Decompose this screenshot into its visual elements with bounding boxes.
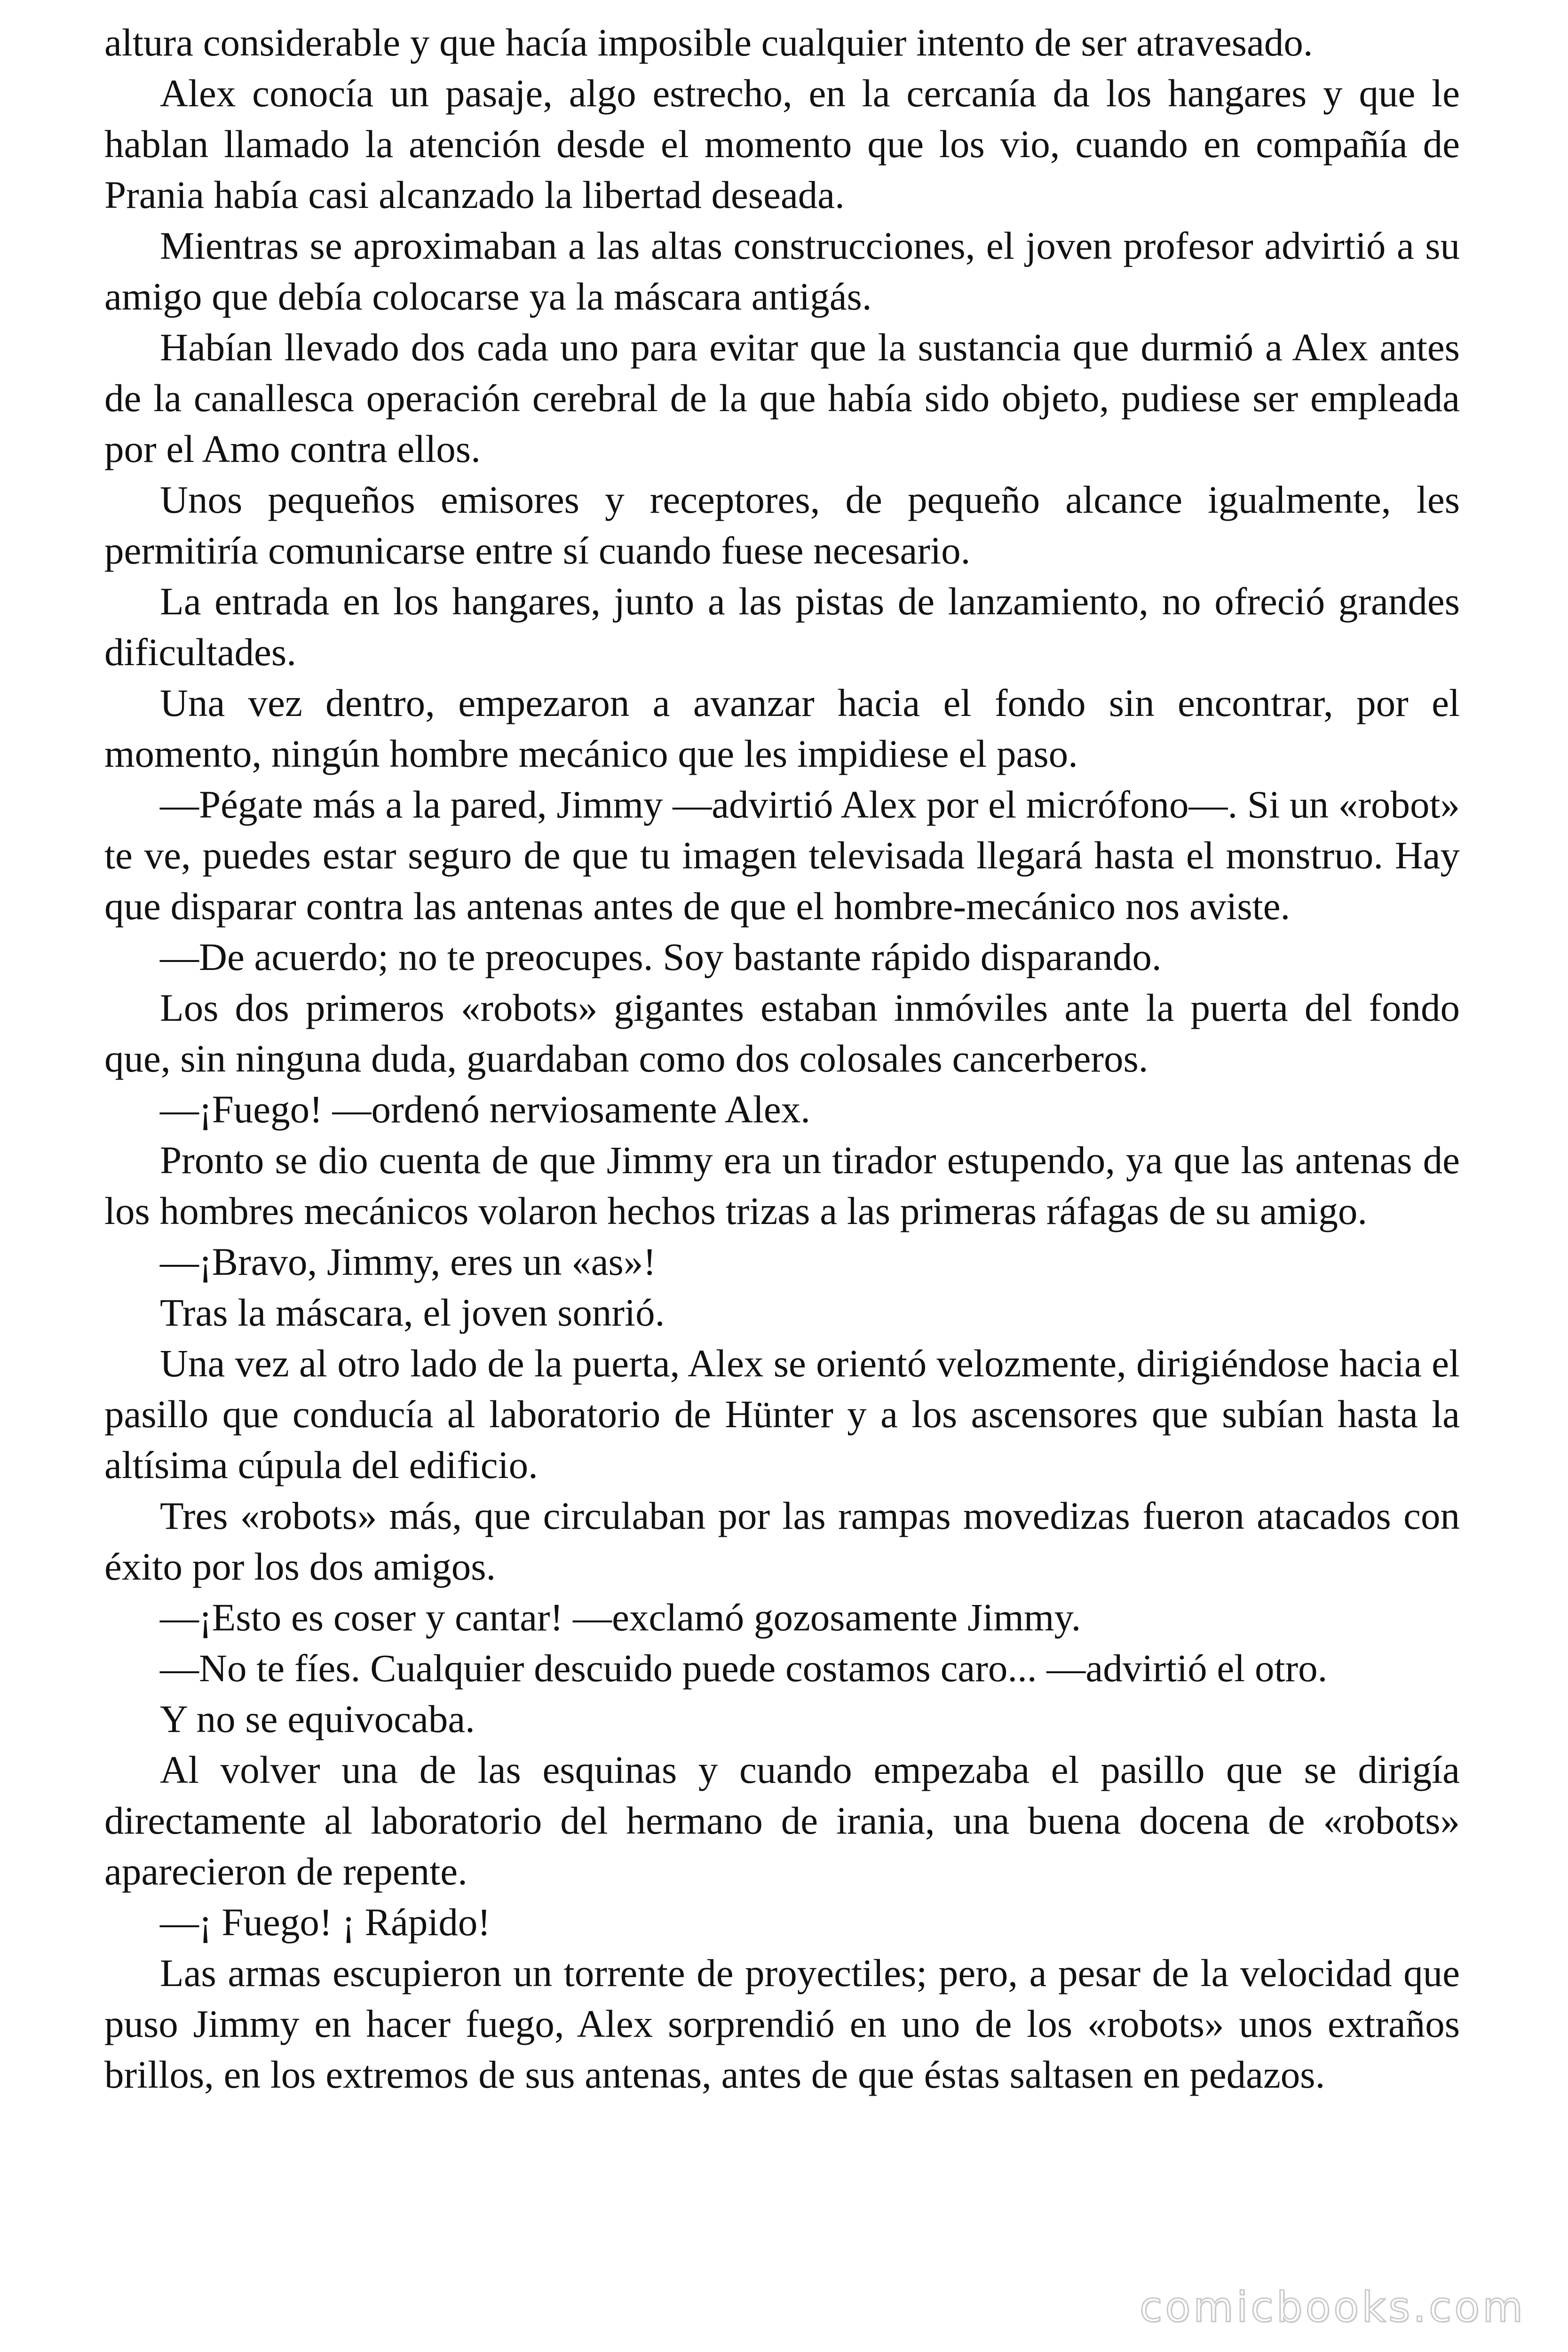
paragraph: Tres «robots» más, que circulaban por las rampas movedizas fueron atacados con éxito por los dos amigos. [104, 1494, 1460, 1588]
paragraph: Alex conocía un pasaje, algo estrecho, en la cercanía da los hangares y que le hablan llamado la atención desde el momento que los vio, cuando en compañía de Prania había casi alcanzado la libertad deseada. [104, 72, 1460, 216]
paragraph: Y no se equivocaba. [160, 1697, 475, 1740]
paragraph: Las armas escupieron un torrente de proyectiles; pero, a pesar de la velocidad que puso Jimmy en hacer fuego, Alex sorprendió en uno de los «robots» unos extraños brillos, en los extremos de sus antenas, antes de que éstas saltasen en pedazos. [104, 1951, 1460, 2096]
paragraph: —De acuerdo; no te preocupes. Soy bastante rápido disparando. [160, 935, 1162, 978]
paragraph: —¡ Fuego! ¡ Rápido! [160, 1900, 491, 1944]
paragraph: Una vez al otro lado de la puerta, Alex se orientó velozmente, dirigiéndose hacia el pasillo que conducía al laboratorio de Hünter y a los ascensores que subían hasta la altísima cúpula del edificio. [104, 1342, 1460, 1486]
paragraph: —¡Esto es coser y cantar! —exclamó gozosamente Jimmy. [160, 1596, 1081, 1639]
watermark: comicbooks.com [1139, 2283, 1526, 2331]
paragraph: Habían llevado dos cada uno para evitar que la sustancia que durmió a Alex antes de la canallesca operación cerebral de la que había sido objeto, pudiese ser empleada por el Amo contra ellos. [104, 326, 1460, 470]
paragraph: Mientras se aproximaban a las altas construcciones, el joven profesor advirtió a su amigo que debía colocarse ya la máscara antigás. [104, 224, 1460, 318]
paragraph: La entrada en los hangares, junto a las pistas de lanzamiento, no ofreció grandes dificultades. [104, 580, 1460, 674]
paragraph: —¡Bravo, Jimmy, eres un «as»! [160, 1240, 656, 1283]
paragraph: Unos pequeños emisores y receptores, de pequeño alcance igualmente, les permitiría comunicarse entre sí cuando fuese necesario. [104, 478, 1460, 572]
paragraph: Tras la máscara, el joven sonrió. [160, 1291, 665, 1334]
paragraph: —Pégate más a la pared, Jimmy —advirtió Alex por el micrófono—. Si un «robot» te ve, puedes estar seguro de que tu imagen televisada llegará hasta el monstruo. Hay que disparar contra las antenas antes de que el hombre-mecánico nos aviste. [104, 783, 1460, 928]
document-page [104, 17, 1460, 2100]
paragraph: Una vez dentro, empezaron a avanzar hacia el fondo sin encontrar, por el momento, ningún hombre mecánico que les impidiese el paso. [104, 681, 1460, 775]
paragraph: altura considerable y que hacía imposible cualquier intento de ser atravesado. [104, 21, 1313, 64]
paragraph: —¡Fuego! —ordenó nerviosamente Alex. [160, 1088, 810, 1131]
paragraph: Al volver una de las esquinas y cuando empezaba el pasillo que se dirigía directamente al laboratorio del hermano de irania, una buena docena de «robots» aparecieron de repente. [104, 1748, 1460, 1893]
paragraph: Los dos primeros «robots» gigantes estaban inmóviles ante la puerta del fondo que, sin ninguna duda, guardaban como dos colosales cancerberos. [104, 986, 1460, 1080]
paragraph: Pronto se dio cuenta de que Jimmy era un tirador estupendo, ya que las antenas de los hombres mecánicos volaron hechos trizas a las primeras ráfagas de su amigo. [104, 1138, 1460, 1232]
paragraph: —No te fíes. Cualquier descuido puede costamos caro... —advirtió el otro. [160, 1646, 1328, 1690]
